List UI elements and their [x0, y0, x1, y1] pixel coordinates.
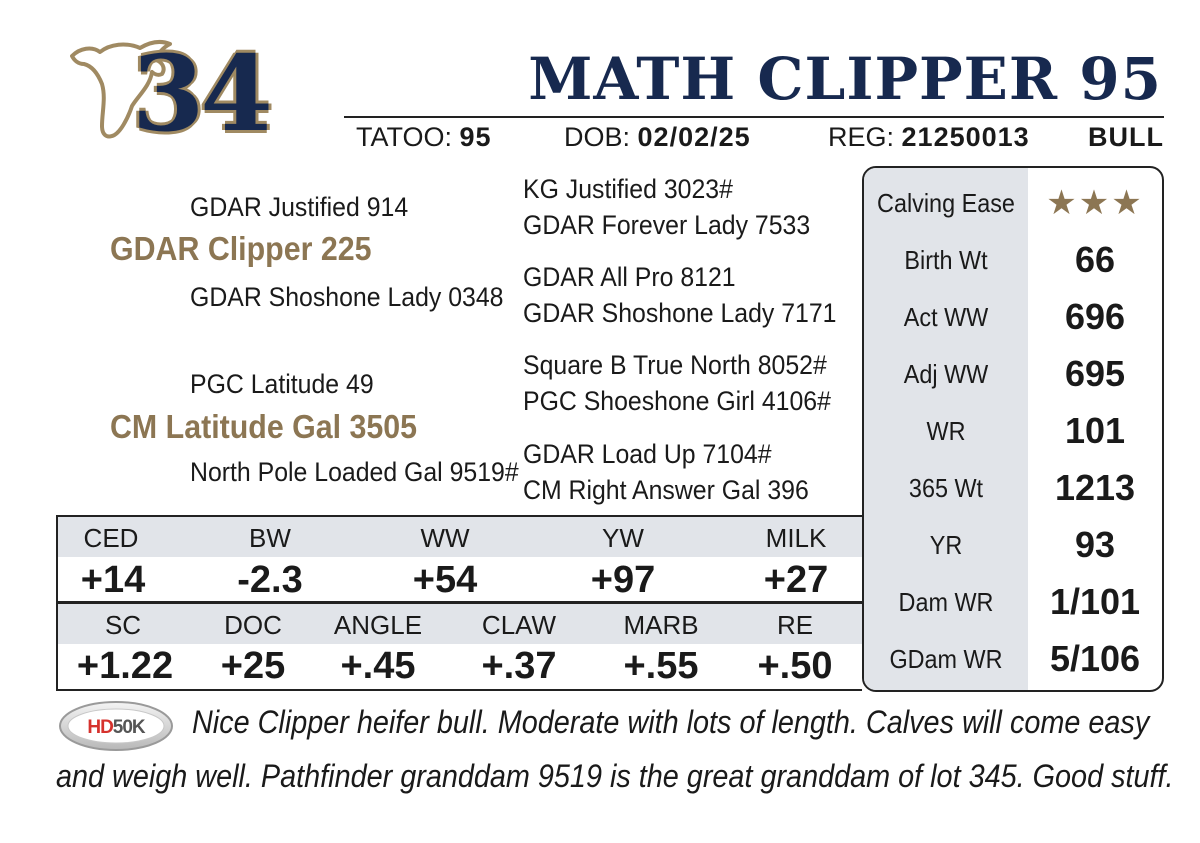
- performance-label: Adj WW: [903, 359, 989, 389]
- epd-header: CLAW: [481, 610, 557, 640]
- performance-value: 5/106: [1049, 638, 1141, 679]
- performance-value: 1213: [1054, 467, 1136, 508]
- performance-label: Birth Wt: [904, 245, 988, 275]
- epd-value: +.45: [340, 645, 416, 687]
- calving-ease-stars: ★★★: [1046, 184, 1144, 222]
- reg-value: 21250013: [901, 122, 1030, 152]
- epd-value: +1.22: [76, 645, 174, 687]
- performance-row: [864, 402, 1162, 459]
- reg-label: REG:: [828, 122, 895, 152]
- performance-value: 93: [1074, 524, 1116, 565]
- name-divider: [344, 116, 1164, 118]
- performance-label: Dam WR: [898, 587, 994, 617]
- performance-label: Act WW: [903, 302, 989, 332]
- performance-value: 101: [1064, 410, 1126, 451]
- epd-value: +.55: [623, 645, 699, 687]
- performance-label: WR: [926, 416, 966, 446]
- registration-field: [828, 120, 1030, 154]
- performance-label: Calving Ease: [877, 188, 1015, 218]
- comment-line-2: and weigh well. Pathfinder granddam 9519 is the great granddam of lot 345. Good stuff.: [56, 758, 1174, 794]
- performance-label: YR: [929, 530, 963, 560]
- performance-row: [864, 573, 1162, 630]
- tattoo-value: 95: [459, 122, 492, 152]
- sire-sire: GDAR Justified 914: [190, 192, 409, 222]
- epd-value: +25: [220, 645, 286, 687]
- tattoo-label: TATOO:: [356, 122, 453, 152]
- performance-row: [864, 345, 1162, 402]
- epd-header: RE: [776, 610, 814, 640]
- comment-line-1: Nice Clipper heifer bull. Moderate with lots of length. Calves will come easy: [192, 704, 1150, 740]
- dam: CM Latitude Gal 3505: [110, 408, 418, 445]
- performance-row: [864, 231, 1162, 288]
- epd-value: +27: [763, 559, 829, 601]
- epd-header: BW: [249, 523, 291, 553]
- performance-row: [864, 459, 1162, 516]
- epd-value: +97: [590, 559, 656, 601]
- sex-value: BULL: [1088, 122, 1164, 152]
- epd-header-row: [58, 604, 862, 644]
- sire-sire-sire: KG Justified 3023#: [523, 174, 733, 204]
- epd-value: +.50: [757, 645, 833, 687]
- epd-header: CED: [83, 523, 139, 553]
- epd-value: -2.3: [237, 559, 303, 601]
- epd-header: ANGLE: [333, 610, 423, 640]
- performance-value: 1/101: [1049, 581, 1141, 622]
- sire-dam-sire: GDAR All Pro 8121: [523, 262, 736, 292]
- dam-dam-sire: GDAR Load Up 7104#: [523, 439, 772, 469]
- epd-table: [56, 515, 862, 691]
- dob-value: 02/02/25: [637, 122, 751, 152]
- epd-header: MARB: [623, 610, 699, 640]
- epd-header: DOC: [224, 610, 282, 640]
- performance-row: [864, 630, 1162, 687]
- tattoo-field: [356, 120, 492, 154]
- epd-value: +14: [80, 559, 146, 601]
- animal-name: MATH CLIPPER 95: [528, 45, 1162, 113]
- dam-sire-sire: Square B True North 8052#: [523, 350, 827, 380]
- performance-label: 365 Wt: [908, 473, 984, 503]
- sire: GDAR Clipper 225: [110, 230, 372, 267]
- dam-sire: PGC Latitude 49: [190, 369, 374, 399]
- performance-row-calving-ease: [864, 174, 1162, 231]
- performance-label: GDam WR: [889, 644, 1003, 674]
- epd-value: +54: [412, 559, 478, 601]
- sire-dam-dam: GDAR Shoshone Lady 7171: [523, 298, 837, 328]
- epd-header: SC: [104, 610, 142, 640]
- performance-value: 66: [1074, 239, 1116, 280]
- dam-dam-dam: CM Right Answer Gal 396: [523, 475, 809, 505]
- epd-value: +.37: [481, 645, 557, 687]
- dam-dam: North Pole Loaded Gal 9519#: [190, 457, 519, 487]
- dob-label: DOB:: [564, 122, 631, 152]
- epd-header: MILK: [765, 523, 827, 553]
- epd-header-row: [58, 517, 862, 557]
- performance-row: [864, 288, 1162, 345]
- lot-number: 34: [132, 32, 269, 155]
- epd-header: WW: [420, 523, 470, 553]
- svg-text:HD50K: HD50K: [87, 717, 145, 738]
- epd-header: YW: [602, 523, 644, 553]
- performance-value: 695: [1064, 353, 1126, 394]
- dam-sire-dam: PGC Shoeshone Girl 4106#: [523, 386, 831, 416]
- performance-row: [864, 516, 1162, 573]
- sire-dam: GDAR Shoshone Lady 0348: [190, 282, 504, 312]
- performance-value: 696: [1064, 296, 1126, 337]
- dob-field: [564, 120, 751, 154]
- hd50k-badge-icon: [58, 700, 174, 752]
- sire-sire-dam: GDAR Forever Lady 7533: [523, 210, 811, 240]
- performance-panel: [862, 166, 1164, 692]
